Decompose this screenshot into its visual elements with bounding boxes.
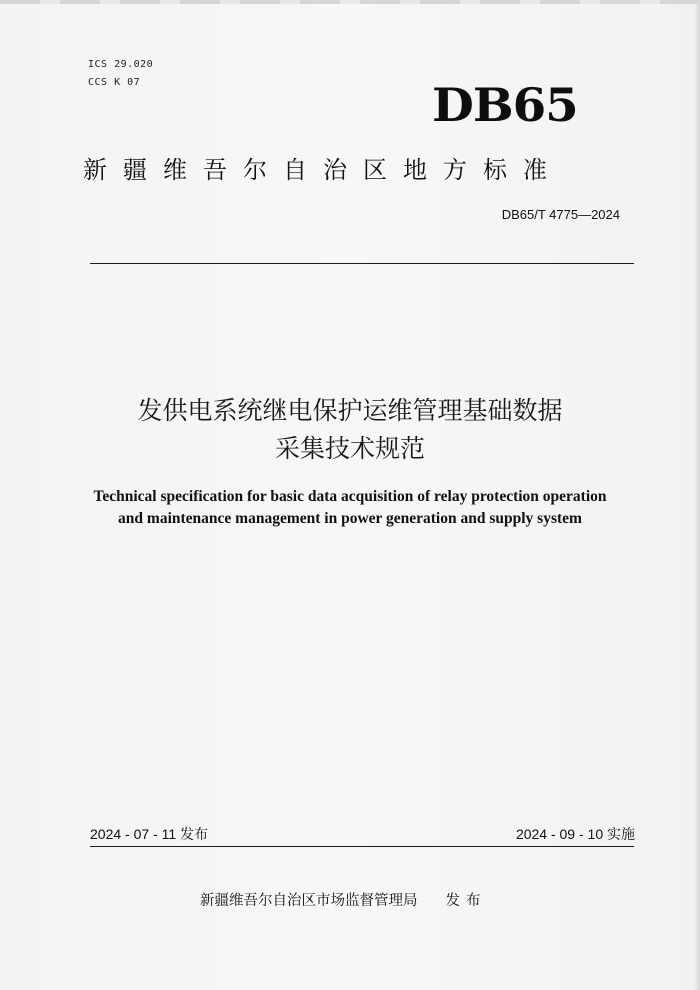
issue-date: 2024 - 07 - 11 发布 (90, 826, 209, 842)
title-english-line-1: Technical specification for basic data acquisition of relay protection operation (93, 488, 607, 505)
ics-code: ICS 29.020 (88, 59, 154, 70)
scan-edge-top (0, 0, 700, 4)
publisher-organization: 新疆维吾尔自治区市场监督管理局 (200, 893, 418, 909)
implementation-date: 2024 - 09 - 10 实施 (515, 826, 635, 842)
title-chinese-line-1: 发供电系统继电保护运维管理基础数据 (137, 396, 563, 425)
top-divider (90, 263, 634, 264)
scan-edge-right (694, 0, 700, 990)
standard-number: DB65/T 4775—2024 (501, 207, 620, 222)
db65-logo: DB65 (432, 78, 578, 132)
publish-action: 发布 (445, 893, 487, 909)
title-chinese-line-2: 采集技术规范 (274, 434, 425, 463)
title-english-line-2: and maintenance management in power generation and supply system (118, 510, 582, 527)
ccs-code: CCS K 07 (88, 77, 141, 88)
publisher-line (200, 890, 520, 912)
bottom-divider (90, 846, 634, 847)
issuing-authority-heading: 新疆维吾尔自治区地方标准 (83, 156, 563, 184)
